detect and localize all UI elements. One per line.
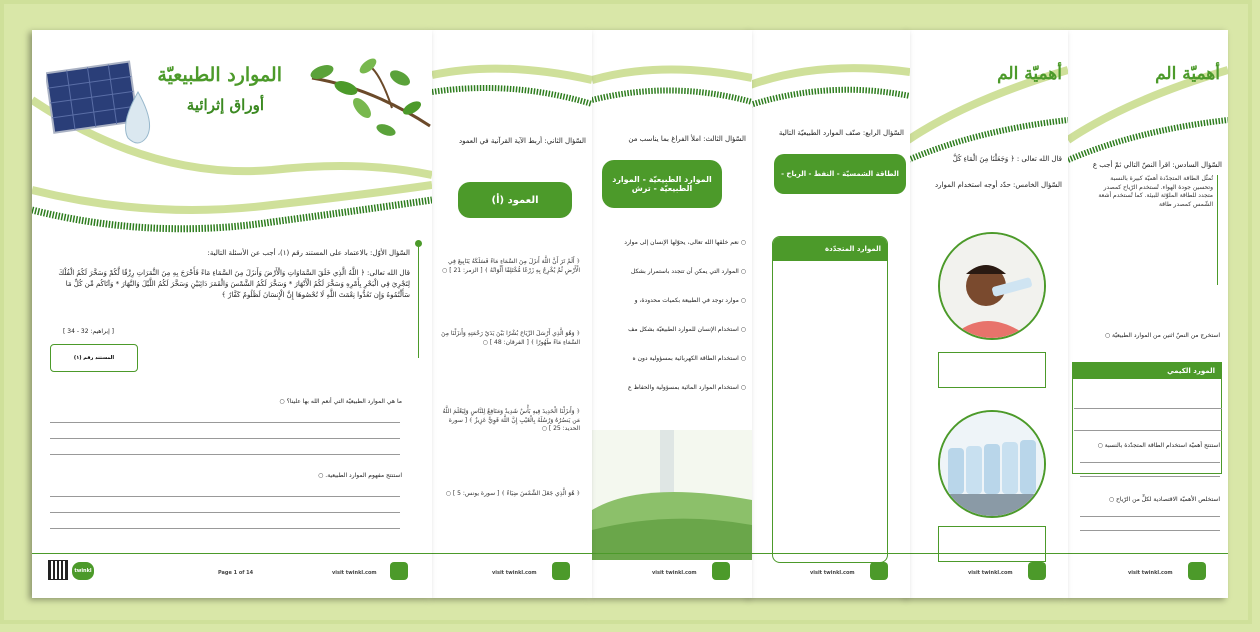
fill-item-1: ○ نعم خلقها الله تعالى، يحوّلها الإنسان إلى موارد xyxy=(624,239,746,246)
page-subtitle: أوراق إثرائية xyxy=(186,96,264,114)
verse-text: قال الله تعالى : ﴿ وَجَعَلْنَا مِنَ الْمَاءِ كُلَّ xyxy=(952,155,1062,163)
worksheet-page-4 xyxy=(750,30,910,598)
worksheet-page-2 xyxy=(432,30,592,598)
decorative-wave xyxy=(592,30,752,150)
verse-item-4: ﴿ هُوَ الَّذِي جَعَلَ الشَّمْسَ ضِيَاءً ﴾ [ سورة يونس: 5 ] ○ xyxy=(445,490,580,497)
question-1: السّؤال الأوّل: بالاعتماد على المستند رقم (١)، أجب عن الأسئلة التالية: xyxy=(207,249,410,257)
question-6: السّؤال السادس: اقرأ النصّ التالي ثمّ أجب ع xyxy=(1092,161,1222,169)
sub-question-1: ما هي الموارد الطبيعيّة التي أنعم الله بها علينا؟ ○ xyxy=(279,398,402,405)
answer-table xyxy=(1072,362,1222,474)
twinkl-logo-icon xyxy=(1028,562,1046,580)
verse-text: قال الله تعالى: ﴿ اللَّهُ الَّذِي خَلَقَ السَّمَاوَاتِ وَالْأَرْضَ وَأَنزَلَ مِنَ السَّمَاءِ مَاءً فَأَخْرَجَ بِهِ مِنَ الثَّمَرَاتِ رِزْقًا لَّكُمْ وَسَخَّرَ لَكُمُ الْفُلْكَ لِتَجْرِيَ فِي الْبَحْرِ بِأَمْرِهِ وَسَخَّرَ لَكُمُ الْأَنْهَارَ * وَسَخَّرَ لَكُمُ الشَّمْسَ وَالْقَمَرَ دَائِبَيْنِ وَسَخَّرَ لَكُمُ اللَّيْلَ وَالنَّهَارَ * وَآتَاكُم مِّن كُلِّ مَا سَأَلْتُمُوهُ وَإِن تَعُدُّوا نِعْمَتَ اللَّهِ لَا تُحْصُوهَا إِنَّ الْإِنسَانَ لَظَلُومٌ كَفَّارٌ ﴾ xyxy=(58,269,410,300)
worksheet-page-1 xyxy=(32,30,432,598)
answer-line xyxy=(1080,476,1220,477)
verse-item-3: ﴿ وَأَنزَلْنَا الْحَدِيدَ فِيهِ بَأْسٌ شَدِيدٌ وَمَنَافِعُ لِلنَّاسِ وَلِيَعْلَمَ اللَّهُ مَن يَنصُرُهُ وَرُسُلَهُ بِالْغَيْبِ إِنَّ اللَّهَ قَوِيٌّ عَزِيزٌ ﴾ [ سورة الحديد: 25 ] ○ xyxy=(442,408,580,433)
solar-panel-water-drop-image xyxy=(46,60,156,150)
page-title: الموارد الطبيعيّة xyxy=(157,64,282,86)
word-bank: الموارد الطبيعيّة - الموارد الطبيعيّة - ترش xyxy=(602,160,722,208)
boy-drinking-image xyxy=(938,232,1046,340)
site-url[interactable]: visit twinkl.com xyxy=(1128,570,1173,576)
answer-line xyxy=(50,496,400,497)
fill-item-3: ○ موارد توجد في الطبيعة بكميات محدودة، و xyxy=(634,297,746,304)
table-line xyxy=(1074,408,1222,409)
reading-text: تُمثّل الطاقة المتجدّدة أهميّة كبيرة بالنسبة وتحسين جودة الهواء. تُستخدم الرّياح كمصدر متجدد للطاقة الملوّثة للبيئة. كما تُستخدم أشعة الشّمس كمصدر طاقة xyxy=(1089,175,1218,285)
twinkl-brand-icon xyxy=(390,562,408,580)
worksheet-page-3 xyxy=(592,30,752,598)
fill-item-6: ○ استخدام الموارد المائية بمسؤولية والحفاظ ع xyxy=(628,384,746,391)
document-label: المستند رقم (١) xyxy=(50,344,138,372)
table-header: المورد الكيمي xyxy=(1073,363,1221,379)
sub-question-2: استنتج أهميّة استخدام الطاقة المتجدّدة بالنسبة ○ xyxy=(1097,442,1220,449)
answer-line xyxy=(1080,530,1220,531)
word-bank: الطاقة الشمسيّة - النفط - الرياح - xyxy=(774,154,906,194)
leafy-branch-image xyxy=(302,48,432,143)
question-4: السّؤال الرابع: صنّف الموارد الطبيعيّة التالية xyxy=(778,129,904,137)
verse-item-2: ﴿ وَهُوَ الَّذِي أَرْسَلَ الرِّيَاحَ بُشْرًا بَيْنَ يَدَيْ رَحْمَتِهِ وَأَنزَلْنَا مِنَ السَّمَاءِ مَاءً طَهُورًا ﴾ [ الفرقان: 48 ] ○ xyxy=(441,330,580,346)
site-url[interactable]: visit twinkl.com xyxy=(492,570,537,576)
site-url[interactable]: visit twinkl.com xyxy=(332,570,377,576)
answer-line xyxy=(50,422,400,423)
answer-line xyxy=(50,438,400,439)
answer-line xyxy=(50,454,400,455)
table-line xyxy=(1074,430,1222,431)
water-bottles-image xyxy=(938,410,1046,518)
site-url[interactable]: visit twinkl.com xyxy=(968,570,1013,576)
page-title: أهميّة الم xyxy=(997,64,1062,84)
twinkl-logo-icon: twinkl xyxy=(72,562,94,580)
site-url[interactable]: visit twinkl.com xyxy=(652,570,697,576)
worksheet-page-6 xyxy=(1068,30,1228,598)
page-title: أهميّة الم xyxy=(1155,64,1220,84)
answer-line xyxy=(50,512,400,513)
fill-item-5: ○ استخدام الطاقة الكهربائية بمسؤولية دون ه xyxy=(632,355,746,362)
answer-line xyxy=(1080,462,1220,463)
verse-reference: [ إبراهيم: 32 - 34 ] xyxy=(63,328,114,335)
twinkl-logo-icon xyxy=(552,562,570,580)
site-url[interactable]: visit twinkl.com xyxy=(810,570,855,576)
qr-code-icon[interactable] xyxy=(48,560,68,580)
answer-line xyxy=(50,528,400,529)
column-a-label: العمود (أ) xyxy=(458,182,572,218)
landscape-illustration xyxy=(592,430,752,560)
fill-item-2: ○ الموارد التي يمكن أن تتجدد باستمرار بشكل xyxy=(630,268,746,275)
worksheet-page-5 xyxy=(908,30,1068,598)
twinkl-logo-icon xyxy=(712,562,730,580)
answer-box[interactable] xyxy=(938,352,1046,388)
question-3: السّؤال الثالث: املأ الفراغ بما يناسب من xyxy=(628,135,746,143)
page-number: Page 1 of 14 xyxy=(218,570,254,576)
question-2: السّؤال الثاني: أربط الآية القرآنية في العمود xyxy=(459,137,586,145)
decorative-wave xyxy=(432,30,592,150)
sub-question-3: استخلص الأهميّة الاقتصادية لكلٍّ من الرّياح ○ xyxy=(1108,496,1220,503)
sub-question-2: استنتج مفهوم الموارد الطبيعية. ○ xyxy=(318,472,402,479)
twinkl-logo-icon xyxy=(1188,562,1206,580)
renewable-resources-box[interactable] xyxy=(772,236,888,563)
bullet-dot xyxy=(415,240,422,247)
twinkl-logo-icon xyxy=(870,562,888,580)
answer-line xyxy=(1080,516,1220,517)
decorative-wave xyxy=(1068,30,1228,180)
question-5: السّؤال الخامس: حدّد أوجه استخدام الموارد xyxy=(935,181,1062,189)
verse-item-1: ﴿ أَلَمْ تَرَ أَنَّ اللَّهَ أَنزَلَ مِنَ السَّمَاءِ مَاءً فَسَلَكَهُ يَنَابِيعَ فِي الْأَرْضِ ثُمَّ يُخْرِجُ بِهِ زَرْعًا مُّخْتَلِفًا أَلْوَانُهُ ﴾ [ الزمر: 21 ] ○ xyxy=(442,258,580,274)
fill-item-4: ○ استخدام الإنسان للموارد الطبيعيّة بشكل مف xyxy=(628,326,746,333)
sub-question-1: استخرج من النصّ اثنين من الموارد الطبيعيّة ○ xyxy=(1104,332,1220,339)
box-header: الموارد المتجدّدة xyxy=(773,237,887,261)
